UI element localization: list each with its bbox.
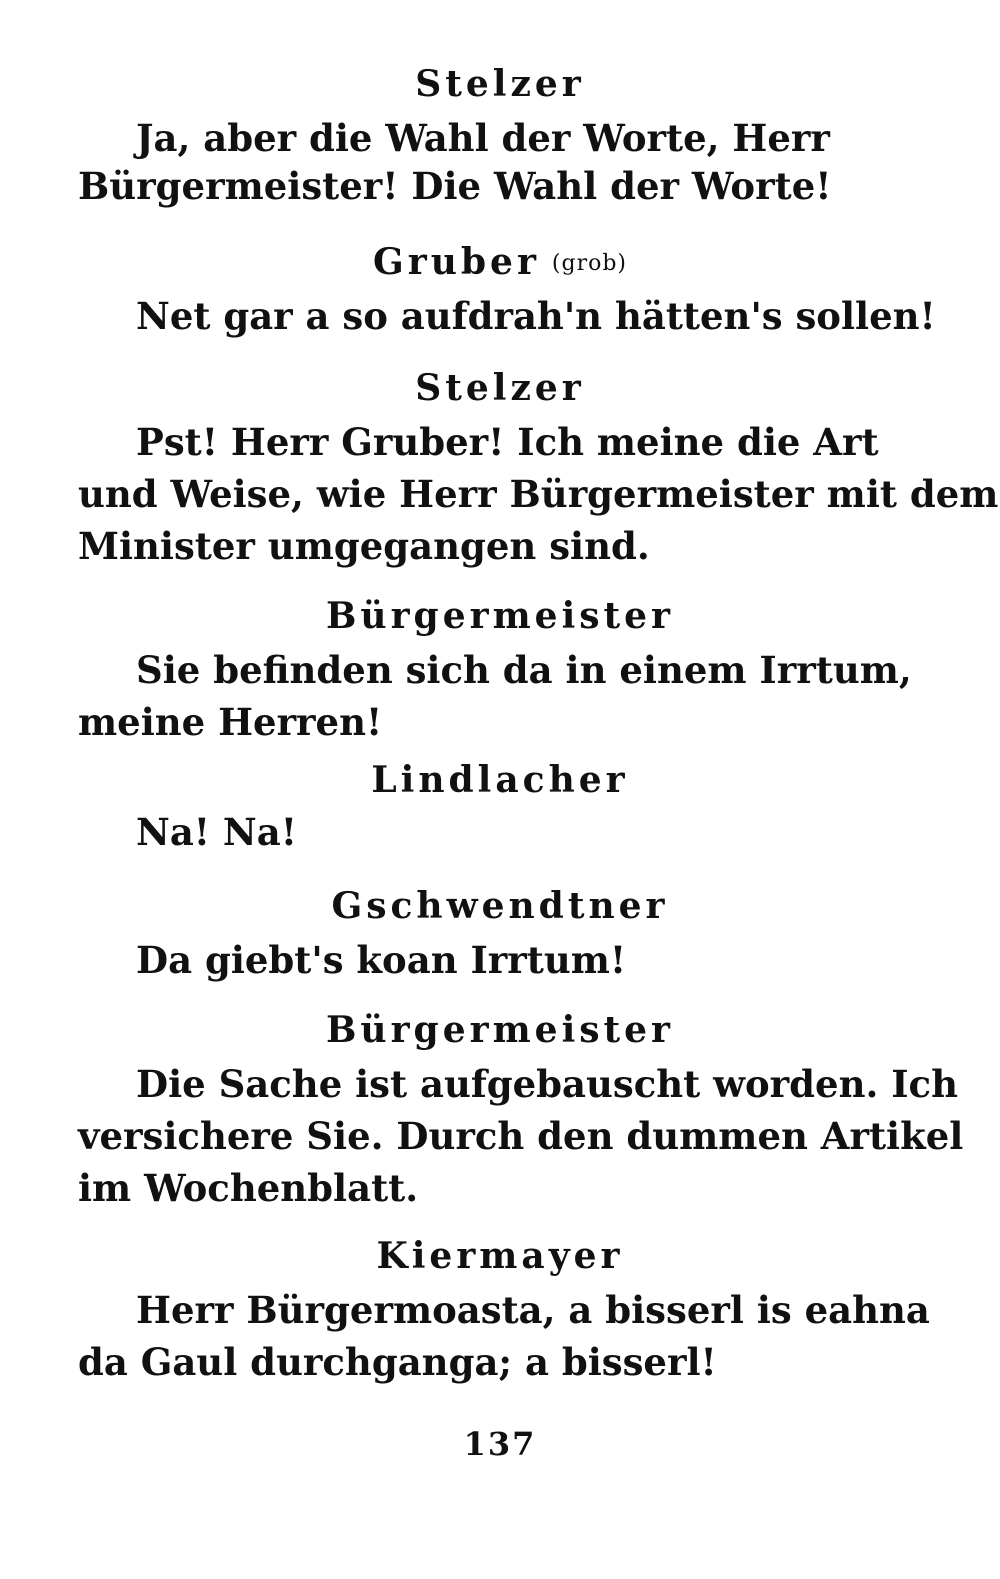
dialogue-line: Da giebt's koan Irrtum! — [136, 938, 627, 982]
speaker-label: Lindlacher — [371, 759, 629, 801]
speaker-name — [0, 1008, 1000, 1052]
speaker-name — [0, 594, 1000, 638]
speaker-label: Kiermayer — [376, 1235, 624, 1277]
dialogue-line: Na! Na! — [136, 810, 297, 854]
speaker-name — [0, 1234, 1000, 1278]
dialogue-line: Minister umgegangen sind. — [78, 524, 650, 568]
speaker-label: Bürgermeister — [325, 595, 675, 637]
speaker-name — [0, 62, 1000, 106]
dialogue-line: Sie befinden sich da in einem Irrtum, — [136, 648, 912, 692]
dialogue-line: meine Herren! — [78, 700, 383, 744]
dialogue-line: und Weise, wie Herr Bürgermeister mit dem — [78, 472, 999, 516]
dialogue-line: im Wochenblatt. — [78, 1166, 419, 1210]
speaker-name — [0, 366, 1000, 410]
stage-direction: (grob) — [551, 251, 628, 276]
speaker-name — [0, 758, 1000, 802]
page-number: 137 — [463, 1425, 537, 1463]
speaker-label: Gruber — [372, 241, 540, 283]
dialogue-line: Net gar a so aufdrah'n hätten's sollen! — [136, 294, 936, 338]
dialogue-line: versichere Sie. Durch den dummen Artikel — [78, 1114, 964, 1158]
speaker-label: Gschwendtner — [331, 885, 669, 927]
speaker-label: Stelzer — [415, 63, 585, 105]
dialogue-line: Die Sache ist aufgebauscht worden. Ich — [136, 1062, 958, 1106]
speaker-label: Stelzer — [415, 367, 585, 409]
dialogue-line: da Gaul durchganga; a bisserl! — [78, 1340, 717, 1384]
dialogue-line: Herr Bürgermoasta, a bisserl is eahna — [136, 1288, 930, 1332]
speaker-label: Bürgermeister — [325, 1009, 675, 1051]
speaker-name — [0, 240, 1000, 286]
dialogue-line: Pst! Herr Gruber! Ich meine die Art — [136, 420, 879, 464]
dialogue-line: Ja, aber die Wahl der Worte, Herr — [136, 116, 830, 160]
speaker-name — [0, 884, 1000, 928]
dialogue-line: Bürgermeister! Die Wahl der Worte! — [78, 164, 832, 208]
